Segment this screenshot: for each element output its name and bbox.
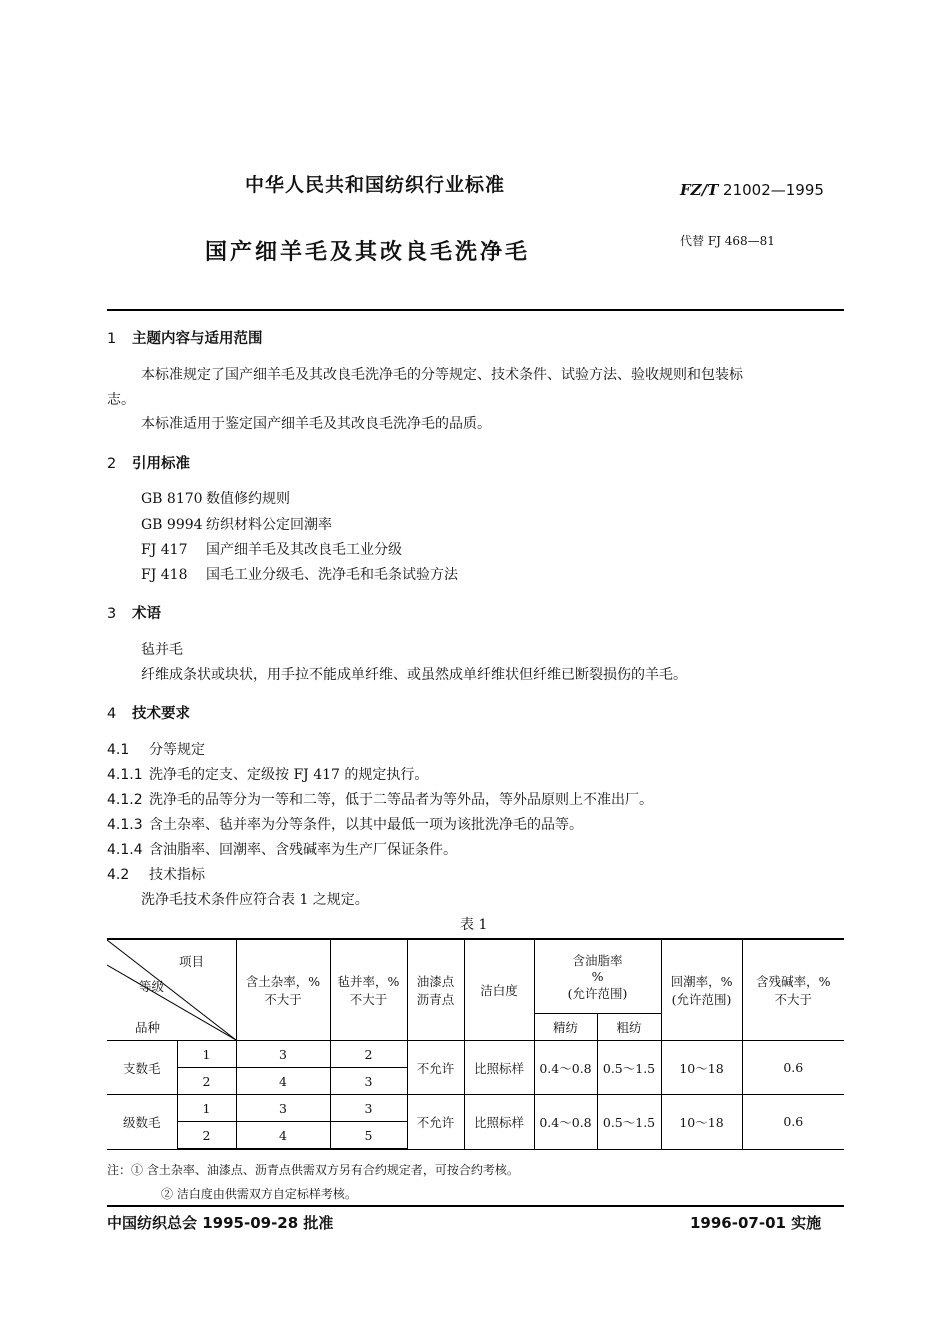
document-title: 国产细羊毛及其改良毛洗净毛 bbox=[205, 240, 531, 265]
white-cell: 比照标样 bbox=[464, 1041, 534, 1095]
header-paint-asphalt: 油漆点 沥青点 bbox=[407, 939, 464, 1041]
clause-4-1-2: 4.1.2 洗净毛的品等分为一等和二等，低于二等品者为等外品，等外品原则上不准出厂。 bbox=[107, 792, 653, 808]
header-felt: 毡并率，% 不大于 bbox=[330, 939, 407, 1041]
table-note-2: ② 洁白度由供需双方自定标样考核。 bbox=[161, 1187, 357, 1201]
technical-table bbox=[107, 938, 844, 1150]
header-alkali: 含残碱率，% 不大于 bbox=[742, 939, 844, 1041]
header-soil: 含土杂率，% 不大于 bbox=[236, 939, 330, 1041]
clause-4-1-1: 4.1.1 洗净毛的定支、定级按 FJ 417 的规定执行。 bbox=[107, 767, 429, 783]
header-rule bbox=[107, 309, 844, 311]
reference-item: GB 9994 纺织材料公定回潮率 bbox=[141, 517, 332, 533]
standard-code: 21002—1995 bbox=[723, 181, 824, 199]
table-row bbox=[107, 1095, 844, 1122]
grade-cell: 1 bbox=[177, 1041, 236, 1068]
soil-cell: 4 bbox=[236, 1068, 330, 1095]
header-regain: 回潮率，% (允许范围) bbox=[661, 939, 742, 1041]
paint-cell: 不允许 bbox=[407, 1041, 464, 1095]
clause-4-2: 4.2 技术指标 bbox=[107, 867, 205, 883]
table-header-row bbox=[107, 939, 844, 1013]
fine-cell: 0.4～0.8 bbox=[534, 1041, 597, 1095]
diagonal-lines bbox=[107, 940, 236, 1040]
header-coarse: 粗纺 bbox=[597, 1013, 661, 1040]
effective-date: 1996-07-01 实施 bbox=[690, 1214, 822, 1232]
diag-label-grade: 等级 bbox=[139, 979, 165, 994]
approval-date: 中国纺织总会 1995-09-28 批准 bbox=[107, 1214, 334, 1232]
reference-item: FJ 418 国毛工业分级毛、洗净毛和毛条试验方法 bbox=[141, 567, 458, 583]
table-note-1: 注：① 含土杂率、油漆点、沥青点供需双方另有合约规定者，可按合约考核。 bbox=[107, 1163, 519, 1177]
section-1-heading: 1 主题内容与适用范围 bbox=[107, 331, 263, 347]
section-2-heading: 2 引用标准 bbox=[107, 456, 190, 472]
section-1-paragraph-1: 本标准规定了国产细羊毛及其改良毛洗净毛的分等规定、技术条件、试验方法、验收规则和包装标 bbox=[141, 367, 743, 383]
fine-cell: 0.4～0.8 bbox=[534, 1095, 597, 1150]
term-definition: 纤维成条状或块状，用手拉不能成单纤维、或虽然成单纤维状但纤维已断裂损伤的羊毛。 bbox=[141, 667, 687, 683]
clause-4-1-4: 4.1.4 含油脂率、回潮率、含残碱率为生产厂保证条件。 bbox=[107, 842, 457, 858]
table-caption: 表 1 bbox=[460, 917, 488, 933]
felt-cell: 3 bbox=[330, 1068, 407, 1095]
grade-cell: 1 bbox=[177, 1095, 236, 1122]
reference-item: FJ 417 国产细羊毛及其改良毛工业分级 bbox=[141, 542, 402, 558]
coarse-cell: 0.5～1.5 bbox=[597, 1041, 661, 1095]
felt-cell: 3 bbox=[330, 1095, 407, 1122]
reference-item: GB 8170 数值修约规则 bbox=[141, 491, 290, 507]
standard-number bbox=[680, 181, 824, 199]
clause-4-1: 4.1 分等规定 bbox=[107, 742, 205, 758]
felt-cell: 5 bbox=[330, 1122, 407, 1150]
felt-cell: 2 bbox=[330, 1041, 407, 1068]
term-name: 毡并毛 bbox=[141, 642, 183, 658]
soil-cell: 3 bbox=[236, 1095, 330, 1122]
table-intro: 洗净毛技术条件应符合表 1 之规定。 bbox=[141, 892, 369, 908]
diag-label-item: 项目 bbox=[179, 954, 205, 969]
paint-cell: 不允许 bbox=[407, 1095, 464, 1150]
header-whiteness: 洁白度 bbox=[464, 939, 534, 1041]
alkali-cell: 0.6 bbox=[742, 1095, 844, 1150]
variety-cell: 支数毛 bbox=[107, 1041, 177, 1095]
diagonal-header-cell bbox=[107, 939, 236, 1041]
header-grease: 含油脂率 % (允许范围) bbox=[534, 939, 661, 1013]
standard-prefix: FZ/T bbox=[680, 181, 719, 199]
replaces-note: 代替 FJ 468—81 bbox=[680, 234, 775, 248]
table-row bbox=[107, 1041, 844, 1068]
regain-cell: 10～18 bbox=[661, 1095, 742, 1150]
header-fine: 精纺 bbox=[534, 1013, 597, 1040]
white-cell: 比照标样 bbox=[464, 1095, 534, 1150]
section-4-heading: 4 技术要求 bbox=[107, 706, 190, 722]
section-3-heading: 3 术语 bbox=[107, 606, 161, 622]
section-1-paragraph-1-cont: 志。 bbox=[107, 392, 135, 408]
grade-cell: 2 bbox=[177, 1122, 236, 1150]
regain-cell: 10～18 bbox=[661, 1041, 742, 1095]
org-title: 中华人民共和国纺织行业标准 bbox=[245, 174, 506, 196]
grade-cell: 2 bbox=[177, 1068, 236, 1095]
coarse-cell: 0.5～1.5 bbox=[597, 1095, 661, 1150]
clause-4-1-3: 4.1.3 含土杂率、毡并率为分等条件，以其中最低一项为该批洗净毛的品等。 bbox=[107, 817, 583, 833]
variety-cell: 级数毛 bbox=[107, 1095, 177, 1150]
soil-cell: 3 bbox=[236, 1041, 330, 1068]
footer-rule bbox=[107, 1205, 844, 1207]
section-1-paragraph-2: 本标准适用于鉴定国产细羊毛及其改良毛洗净毛的品质。 bbox=[141, 416, 491, 432]
alkali-cell: 0.6 bbox=[742, 1041, 844, 1095]
soil-cell: 4 bbox=[236, 1122, 330, 1150]
diag-label-variety: 品种 bbox=[135, 1020, 161, 1035]
